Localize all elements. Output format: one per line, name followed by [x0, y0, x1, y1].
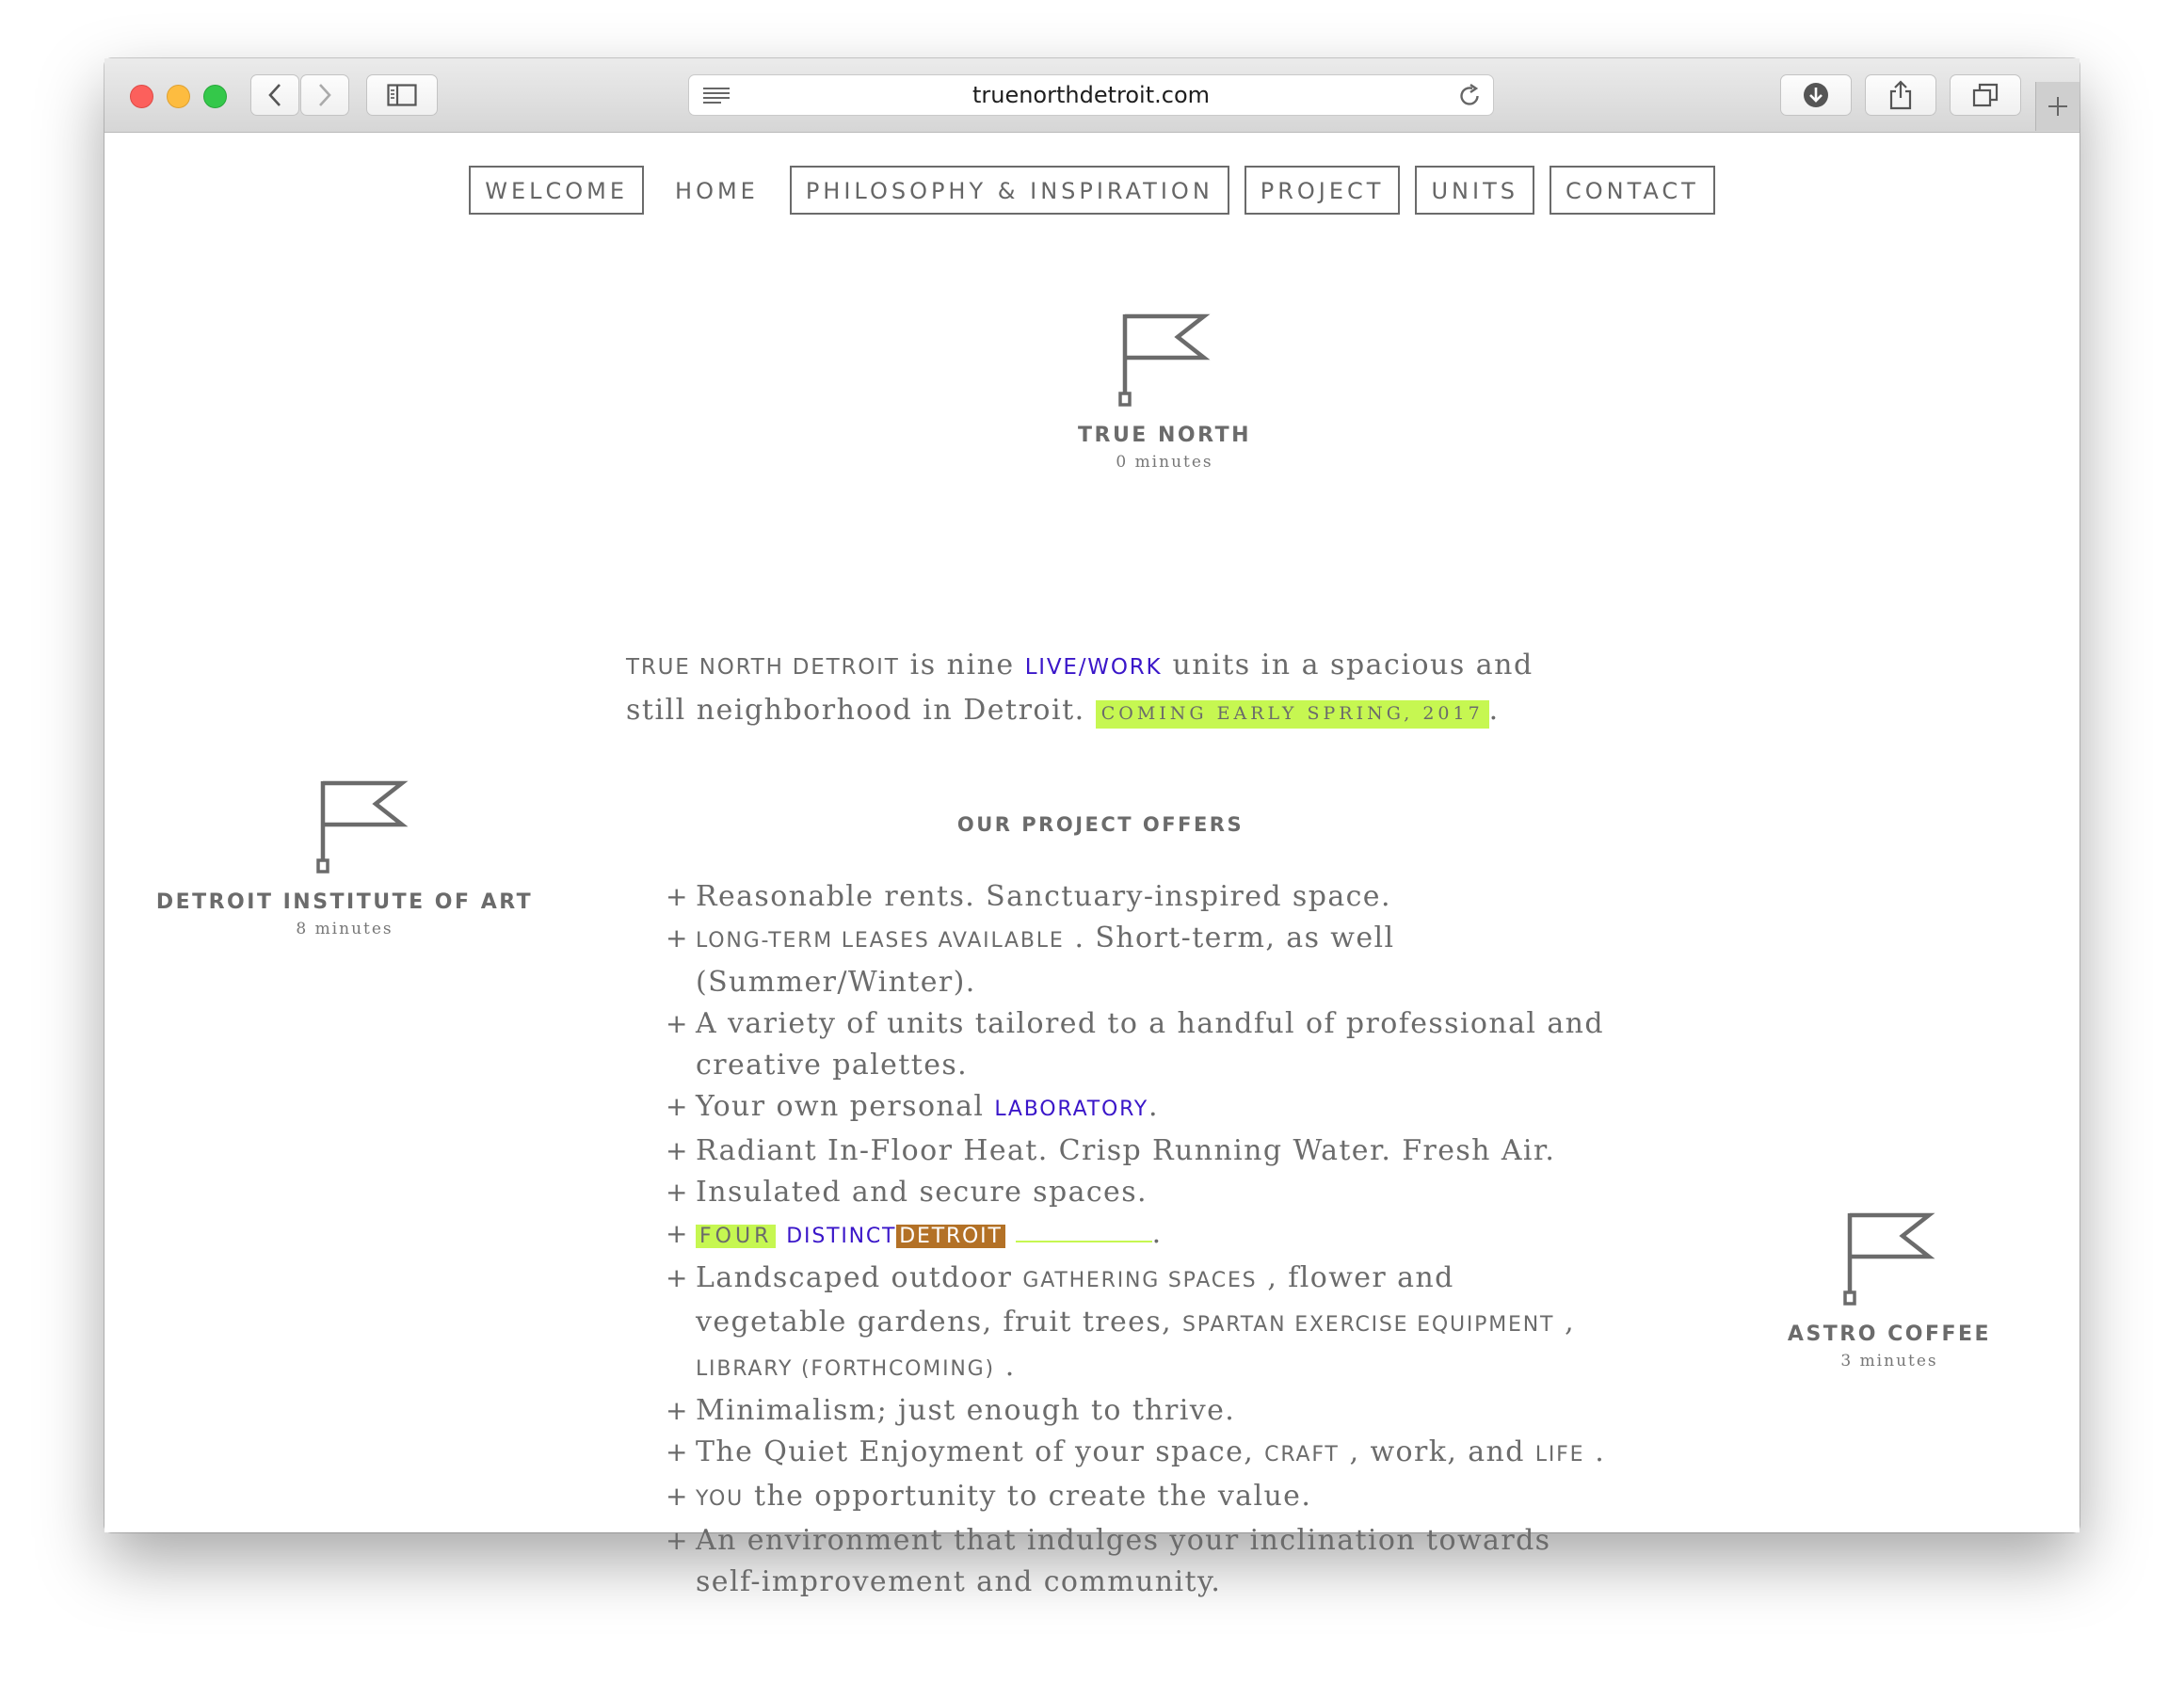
back-button[interactable]: [250, 74, 299, 116]
live-work-link[interactable]: LIVE/WORK: [1024, 655, 1163, 680]
intro-text-1: is nine: [899, 649, 1025, 681]
sidebar-button[interactable]: [366, 74, 438, 116]
marker-name: ASTRO COFFEE: [1787, 1322, 1992, 1346]
item-text: ,: [1554, 1306, 1576, 1338]
item-text: Reasonable rents. Sanctuary-inspired space.: [696, 880, 1391, 913]
tabs-icon: [1972, 83, 1999, 107]
item-text: .: [1584, 1435, 1606, 1468]
brand-name: TRUE NORTH DETROIT: [626, 655, 900, 680]
chevron-left-icon: [267, 83, 282, 107]
item-text: Your own personal: [696, 1090, 995, 1123]
marker-minutes: 0 minutes: [1116, 453, 1213, 472]
item-text: , work, and: [1339, 1435, 1535, 1468]
marker-name: TRUE NORTH: [1078, 424, 1251, 447]
coming-soon-highlight: COMING EARLY SPRING, 2017: [1096, 700, 1489, 729]
item-text: , flower and vegetable gardens, fruit trees,: [696, 1261, 1454, 1338]
browser-window: [104, 58, 2080, 1598]
download-icon: [1803, 82, 1829, 108]
share-button[interactable]: [1865, 74, 1936, 116]
offers-heading-text: OUR PROJECT OFFERS: [956, 813, 1245, 836]
reload-icon[interactable]: [1457, 84, 1482, 112]
list-item: [666, 1003, 1607, 1086]
url-text: truenorthdetroit.com: [972, 82, 1211, 108]
new-tab-button[interactable]: [2035, 82, 2080, 131]
item-text: the opportunity to create the value.: [744, 1480, 1312, 1513]
intro-end: .: [1488, 694, 1500, 727]
forward-button[interactable]: [300, 74, 349, 116]
marker-minutes: 3 minutes: [1840, 1352, 1938, 1370]
offers-list: [666, 876, 1607, 1603]
nav-philosophy-inspiration[interactable]: PHILOSOPHY & INSPIRATION: [790, 166, 1229, 215]
list-item: [666, 918, 1607, 1003]
nav-home[interactable]: HOME: [675, 178, 759, 204]
distinct-link[interactable]: DISTINCT: [786, 1225, 897, 1248]
marker-true-north: [1023, 313, 1306, 472]
tabs-overview-button[interactable]: [1950, 74, 2021, 116]
item-caps: LIFE: [1534, 1443, 1585, 1467]
list-item: [666, 1476, 1607, 1520]
nav-units[interactable]: UNITS: [1415, 166, 1534, 215]
intro-text-2: units in a spacious and still neighborhood in Detroit.: [626, 649, 1534, 727]
item-text: Minimalism; just enough to thrive.: [696, 1394, 1236, 1427]
list-item: [666, 876, 1607, 918]
zoom-window-button[interactable]: [203, 85, 227, 108]
item-text: . Short-term, as well (Summer/Winter).: [696, 922, 1395, 999]
item-caps: SPARTAN EXERCISE EQUIPMENT: [1182, 1313, 1555, 1337]
list-item: [666, 1432, 1607, 1476]
four-highlight: FOUR: [696, 1225, 776, 1248]
item-caps: GATHERING SPACES: [1022, 1269, 1258, 1292]
plus-icon: [2047, 95, 2069, 118]
nav-project[interactable]: PROJECT: [1245, 166, 1401, 215]
share-icon: [1888, 80, 1913, 110]
detroit-highlight: DETROIT: [896, 1225, 1004, 1248]
item-caps: LIBRARY (FORTHCOMING): [696, 1357, 995, 1381]
list-item: [666, 1258, 1607, 1390]
list-item: [666, 1520, 1607, 1603]
address-bar[interactable]: [688, 74, 1494, 116]
item-text: An environment that indulges your inclination towards self-improvement and community.: [696, 1524, 1551, 1598]
list-item: [666, 1086, 1607, 1130]
marker-astro-coffee: [1748, 1211, 2031, 1370]
item-caps: LONG-TERM LEASES AVAILABLE: [696, 929, 1065, 953]
item-caps: CRAFT: [1264, 1443, 1340, 1467]
marker-minutes: 8 minutes: [296, 920, 393, 938]
sidebar-icon: [387, 84, 417, 106]
flag-icon: [1119, 313, 1210, 407]
main-nav: [104, 166, 2080, 215]
offers-heading: [104, 813, 2080, 836]
list-item: [666, 1130, 1607, 1172]
item-text: .: [994, 1350, 1016, 1383]
item-text: .: [1148, 1090, 1159, 1123]
item-text: .: [1151, 1217, 1163, 1250]
animated-word-blank: [1016, 1220, 1152, 1242]
item-text: The Quiet Enjoyment of your space,: [696, 1435, 1265, 1468]
flag-icon: [1844, 1211, 1935, 1306]
item-text: Insulated and secure spaces.: [696, 1176, 1148, 1209]
item-text: A variety of units tailored to a handful of professional and creative palettes.: [696, 1007, 1604, 1082]
chevron-right-icon: [317, 83, 332, 107]
item-text: Landscaped outdoor: [696, 1261, 1023, 1294]
list-item: [666, 1172, 1607, 1213]
item-caps: YOU: [696, 1487, 745, 1511]
list-item: [666, 1213, 1607, 1258]
browser-toolbar: [104, 58, 2080, 133]
downloads-button[interactable]: [1780, 74, 1852, 116]
intro-paragraph: [626, 644, 1558, 735]
minimize-window-button[interactable]: [167, 85, 190, 108]
item-text: Radiant In-Floor Heat. Crisp Running Water. Fresh Air.: [696, 1134, 1556, 1167]
web-page: [104, 133, 2080, 1598]
close-window-button[interactable]: [130, 85, 153, 108]
list-item: [666, 1390, 1607, 1432]
nav-contact[interactable]: CONTACT: [1550, 166, 1715, 215]
marker-name: DETROIT INSTITUTE OF ART: [155, 890, 534, 914]
nav-welcome[interactable]: WELCOME: [469, 166, 644, 215]
marker-detroit-institute-of-art: [142, 779, 547, 938]
laboratory-link[interactable]: LABORATORY: [994, 1098, 1149, 1121]
